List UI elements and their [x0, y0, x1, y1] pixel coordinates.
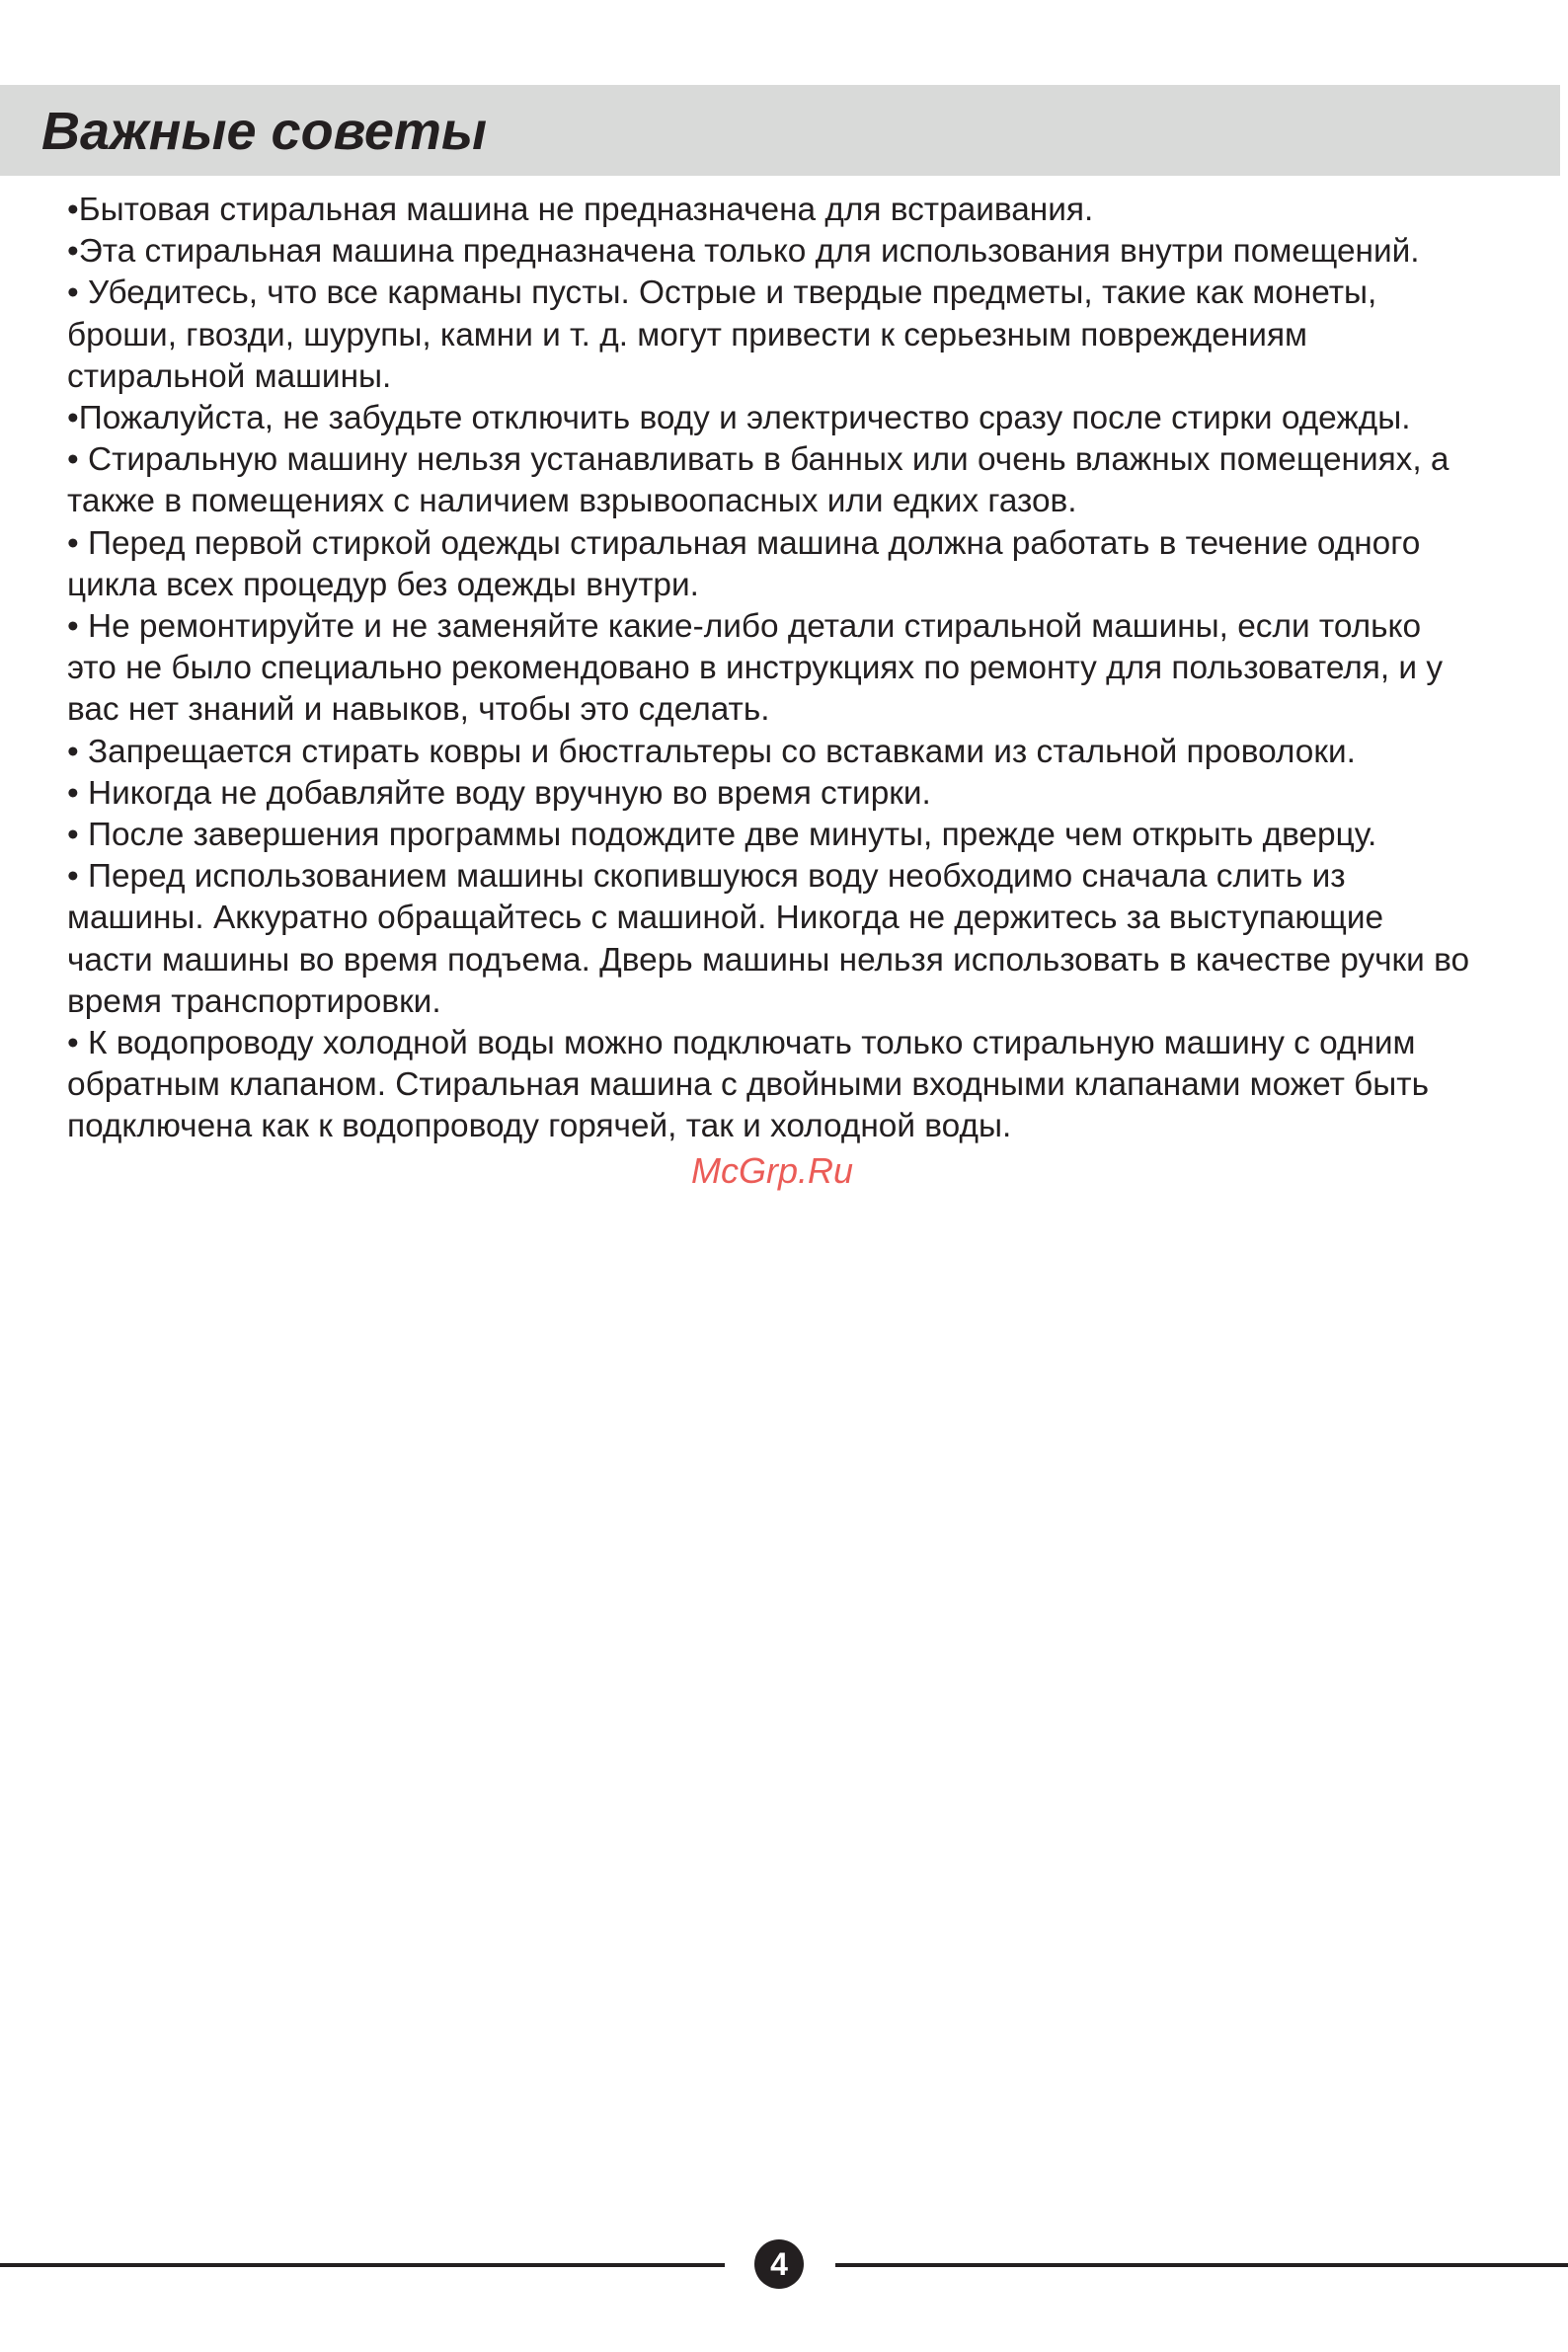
footer-rule-right — [835, 2263, 1568, 2267]
page-title: Важные советы — [41, 102, 488, 161]
tip-item: •Бытовая стиральная машина не предназначена для встраивания. — [67, 192, 1094, 228]
tip-item: • Не ремонтируйте и не заменяйте какие-либо детали стиральной машины, если только это не было специально рекомендовано в инструкциях по ремонту для пользователя, и у вас нет знаний и навыков, чтобы это сделать. — [67, 608, 1444, 729]
tip-item: • Убедитесь, что все карманы пусты. Острые и твердые предметы, такие как монеты, броши, гвозди, шурупы, камни и т. д. могут привести к серьезным повреждениям стиральной машины. — [67, 274, 1377, 395]
footer-rule-left — [0, 2263, 725, 2267]
page-number-badge: 4 — [754, 2239, 804, 2289]
tip-item: •Пожалуйста, не забудьте отключить воду и электричество сразу после стирки одежды. — [67, 400, 1411, 437]
tip-item: • После завершения программы подождите две минуты, прежде чем открыть дверцу. — [67, 817, 1377, 854]
tips-list — [67, 190, 1469, 1148]
tip-item: •Эта стиральная машина предназначена только для использования внутри помещений. — [67, 233, 1420, 271]
tip-item: • Перед использованием машины скопившуюся воду необходимо сначала слить из машины. Аккуратно обращайтесь с машиной. Никогда не держитесь за выступающие части машины во время подъема. Дверь машины нельзя использовать в качестве ручки во время транспортировки. — [67, 858, 1470, 1020]
tip-item: • Стиральную машину нельзя устанавливать в банных или очень влажных помещениях, а также в помещениях с наличием взрывоопасных или едких газов. — [67, 441, 1450, 520]
tip-item: • К водопроводу холодной воды можно подключать только стиральную машину с одним обратным клапаном. Стиральная машина с двойными входными клапанами может быть подключена как к водопроводу горячей, так и холодной воды. — [67, 1025, 1429, 1145]
tip-item: • Перед первой стиркой одежды стиральная машина должна работать в течение одного цикла всех процедур без одежды внутри. — [67, 524, 1421, 603]
tip-item: • Никогда не добавляйте воду вручную во время стирки. — [67, 774, 931, 812]
watermark: McGrp.Ru — [691, 1150, 854, 1191]
tip-item: • Запрещается стирать ковры и бюстгальтеры со вставками из стальной проволоки. — [67, 733, 1356, 770]
